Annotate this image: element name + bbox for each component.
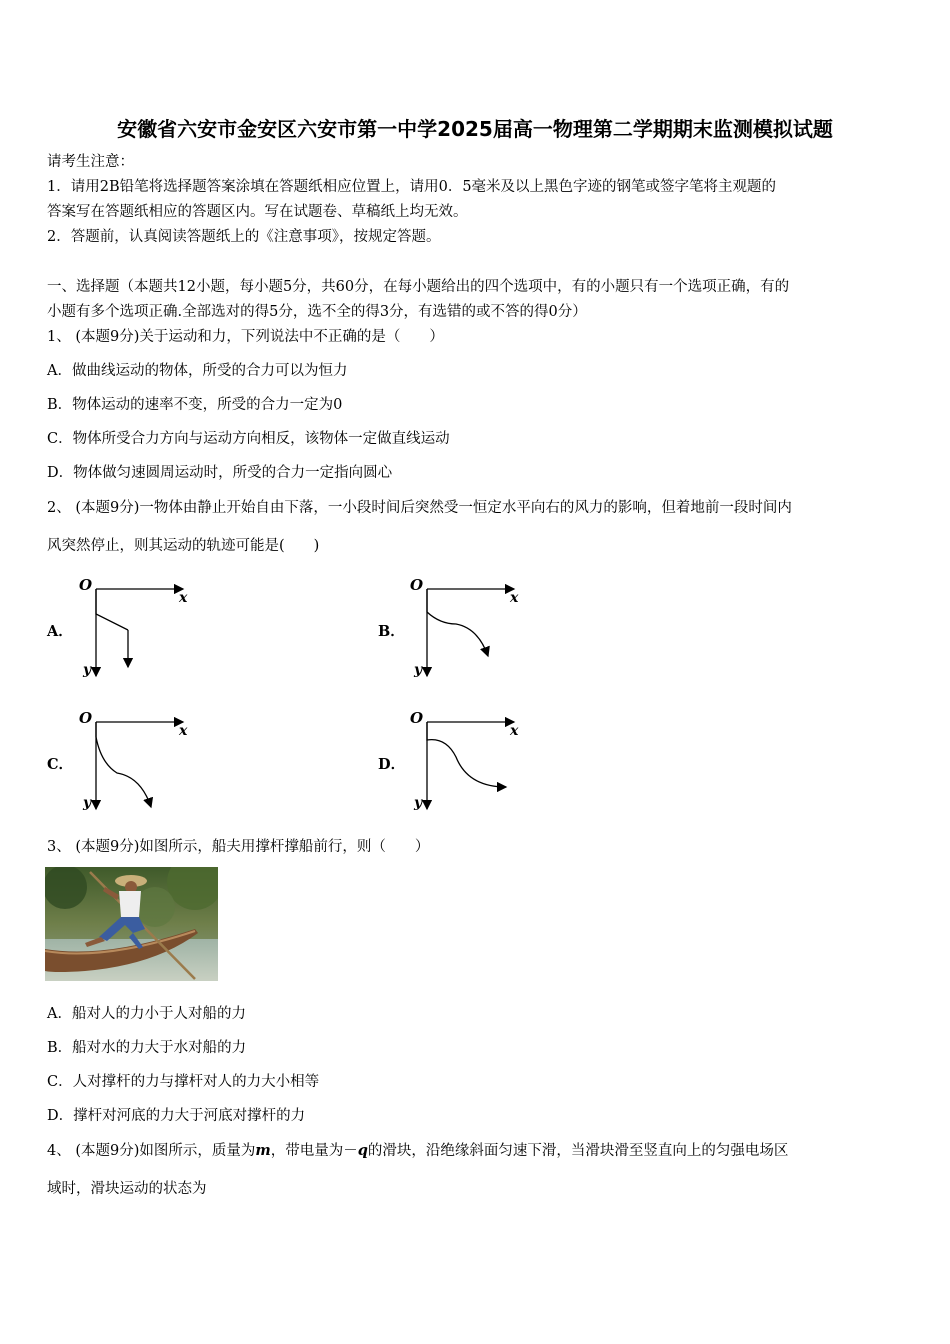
- notice-item-1-line-2: 答案写在答题纸相应的答题区内。写在试题卷、草稿纸上均无效。: [47, 204, 468, 220]
- q2-diagram-a: [75, 572, 195, 682]
- trajectory-path: [427, 722, 506, 787]
- trajectory-path: [96, 722, 151, 807]
- q4-stem-part-1: 4、 (本题9分)如图所示，质量为: [47, 1143, 256, 1159]
- q2-stem-line-1: 2、 (本题9分)一物体由静止开始自由下落，一小段时间后突然受一恒定水平向右的风力的影响，但着地前一段时间内: [47, 500, 792, 516]
- y-axis-label: y: [83, 795, 92, 811]
- q2-diagram-d: [406, 705, 526, 815]
- q3-option-c: C．人对撑杆的力与撑杆对人的力大小相等: [47, 1074, 320, 1090]
- q2-stem-line-2: 风突然停止，则其运动的轨迹可能是( ): [47, 538, 320, 554]
- origin-label: O: [410, 709, 424, 727]
- q4-stem-line-2: 域时，滑块运动的状态为: [47, 1181, 207, 1197]
- section-heading-line-1: 一、选择题（本题共12小题，每小题5分，共60分，在每小题给出的四个选项中，有的小题只有一个选项正确，有的: [47, 279, 790, 295]
- q4-mass-symbol: m: [255, 1142, 271, 1159]
- x-axis-label: x: [179, 590, 188, 606]
- q2-diagram-c: [75, 705, 195, 815]
- notice-item-2: 2．答题前，认真阅读答题纸上的《注意事项》，按规定答题。: [47, 229, 441, 245]
- q1-stem: 1、 (本题9分)关于运动和力，下列说法中不正确的是（ ）: [47, 329, 444, 345]
- origin-label: O: [79, 576, 93, 594]
- y-axis-label: y: [414, 662, 423, 678]
- section-heading-line-2: 小题有多个选项正确.全部选对的得5分，选不全的得3分，有选错的或不答的得0分）: [47, 304, 587, 320]
- q3-option-b: B．船对水的力大于水对船的力: [47, 1040, 247, 1056]
- trajectory-path: [96, 589, 128, 630]
- q2-label-a: A．: [47, 623, 73, 640]
- y-axis-label: y: [414, 795, 423, 811]
- q1-option-c: C．物体所受合力方向与运动方向相反，该物体一定做直线运动: [47, 431, 450, 447]
- origin-label: O: [410, 576, 424, 594]
- q2-diagram-b: [406, 572, 526, 682]
- q2-label-c: C．: [47, 756, 74, 773]
- x-axis-label: x: [179, 723, 188, 739]
- y-axis-label: y: [83, 662, 92, 678]
- notice-item-1-line-1: 1．请用2B铅笔将选择题答案涂填在答题纸相应位置上，请用0．5毫米及以上黑色字迹的钢笔或签字笔将主观题的: [47, 179, 777, 195]
- q1-option-a: A．做曲线运动的物体，所受的合力可以为恒力: [47, 363, 348, 379]
- x-axis-label: x: [510, 590, 519, 606]
- q4-stem-part-3: 的滑块，沿绝缘斜面匀速下滑，当滑块滑至竖直向上的匀强电场区: [367, 1143, 789, 1159]
- q3-boatman-photo: [45, 867, 218, 981]
- x-axis-label: x: [510, 723, 519, 739]
- trajectory-path: [427, 589, 488, 656]
- q2-label-d: D．: [378, 756, 406, 773]
- origin-label: O: [79, 709, 93, 727]
- q3-option-d: D．撑杆对河底的力大于河底对撑杆的力: [47, 1108, 306, 1124]
- q4-stem-part-2: ，带电量为－: [270, 1143, 358, 1159]
- q2-label-b: B．: [378, 623, 405, 640]
- q4-charge-symbol: q: [357, 1142, 368, 1159]
- page-title: 安徽省六安市金安区六安市第一中学2025届高一物理第二学期期末监测模拟试题: [117, 117, 833, 141]
- q4-stem-line-1: [47, 1141, 788, 1161]
- notice-heading: 请考生注意：: [47, 154, 134, 170]
- q1-option-b: B．物体运动的速率不变，所受的合力一定为0: [47, 397, 343, 413]
- q3-option-a: A．船对人的力小于人对船的力: [47, 1006, 246, 1022]
- q3-stem: 3、 (本题9分)如图所示，船夫用撑杆撑船前行，则（ ）: [47, 839, 430, 855]
- q1-option-d: D．物体做匀速圆周运动时，所受的合力一定指向圆心: [47, 465, 393, 481]
